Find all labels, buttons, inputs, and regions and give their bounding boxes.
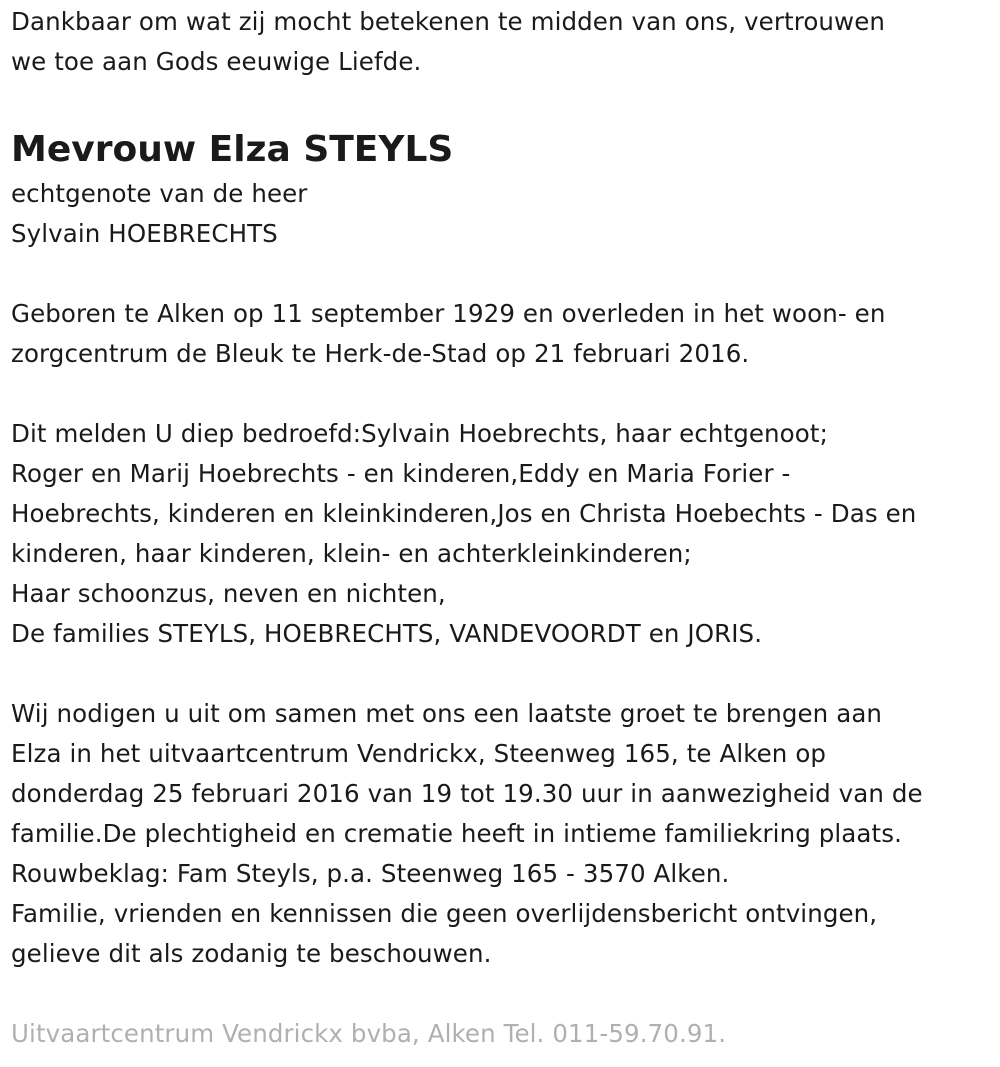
birth-death-text xyxy=(11,294,991,374)
invitation-line: Wij nodigen u uit om samen met ons een laatste groet te brengen aan xyxy=(11,699,883,728)
deceased-name: Mevrouw Elza STEYLS xyxy=(11,129,454,170)
announcement-line: Hoebrechts, kinderen en kleinkinderen,Jos en Christa Hoebechts - Das en xyxy=(11,499,917,528)
birth-death-line: Geboren te Alken op 11 september 1929 en overleden in het woon- en xyxy=(11,299,886,328)
footer-line: Uitvaartcentrum Vendrickx bvba, Alken Tel. 011-59.70.91. xyxy=(11,1019,727,1048)
intro-text xyxy=(11,2,991,82)
invitation-line: Rouwbeklag: Fam Steyls, p.a. Steenweg 165 - 3570 Alken. xyxy=(11,859,730,888)
announcement-line: Roger en Marij Hoebrechts - en kinderen,Eddy en Maria Forier - xyxy=(11,459,791,488)
invitation-text xyxy=(11,694,991,974)
invitation-line: gelieve dit als zodanig te beschouwen. xyxy=(11,939,492,968)
announcement-line: kinderen, haar kinderen, klein- en achterkleinkinderen; xyxy=(11,539,692,568)
spouse-line: echtgenote van de heer xyxy=(11,179,308,208)
spouse-text xyxy=(11,174,991,254)
birth-death-line: zorgcentrum de Bleuk te Herk-de-Stad op 21 februari 2016. xyxy=(11,339,750,368)
spouse-line: Sylvain HOEBRECHTS xyxy=(11,219,278,248)
funeral-home-footer xyxy=(11,1014,991,1054)
invitation-line: familie.De plechtigheid en crematie heeft in intieme familiekring plaats. xyxy=(11,819,902,848)
announcement-line: Haar schoonzus, neven en nichten, xyxy=(11,579,446,608)
announcement-text xyxy=(11,414,991,654)
announcement-line: Dit melden U diep bedroefd:Sylvain Hoebrechts, haar echtgenoot; xyxy=(11,419,828,448)
invitation-line: Familie, vrienden en kennissen die geen overlijdensbericht ontvingen, xyxy=(11,899,878,928)
intro-line: we toe aan Gods eeuwige Liefde. xyxy=(11,47,422,76)
invitation-line: donderdag 25 februari 2016 van 19 tot 19.30 uur in aanwezigheid van de xyxy=(11,779,923,808)
announcement-line: De families STEYLS, HOEBRECHTS, VANDEVOORDT en JORIS. xyxy=(11,619,763,648)
invitation-line: Elza in het uitvaartcentrum Vendrickx, Steenweg 165, te Alken op xyxy=(11,739,827,768)
intro-line: Dankbaar om wat zij mocht betekenen te midden van ons, vertrouwen xyxy=(11,7,886,36)
